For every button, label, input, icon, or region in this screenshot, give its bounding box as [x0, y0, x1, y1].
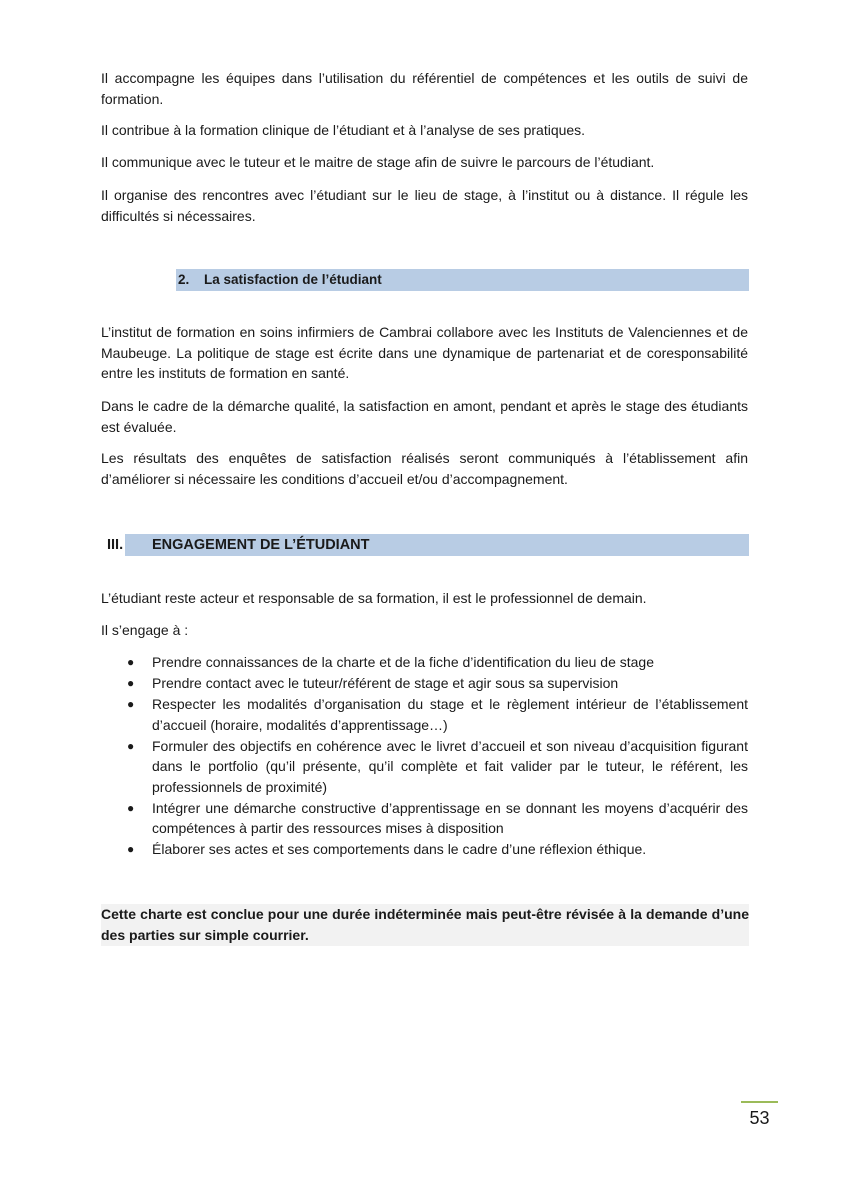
list-item-text: Formuler des objectifs en cohérence avec le livret d’accueil et son niveau d’acquisition figurant dans le portfolio (qu’il présente, qu’il complète et fait valider par le tuteur, le référent, les professionnels de proximité)	[152, 737, 748, 795]
subsection-number: 2.	[178, 272, 190, 287]
intro-paragraph-2: Il contribue à la formation clinique de l’étudiant et à l’analyse de ses pratiques.	[101, 122, 586, 138]
satisfaction-paragraph-1: L’institut de formation en soins infirmiers de Cambrai collabore avec les Instituts de Valenciennes et de Maubeuge. La politique de stage est écrite dans une dynamique de partenariat et de coresponsabilité entre les instituts de formation en santé.	[101, 324, 748, 381]
engagement-list	[101, 652, 748, 860]
bullet-icon: ●	[127, 676, 135, 690]
page-number: 53	[749, 1108, 770, 1128]
list-item-text: Respecter les modalités d’organisation du stage et le règlement intérieur de l’établissement d’accueil (horaire, modalités d’apprentissage…)	[152, 696, 748, 733]
satisfaction-paragraph-2: Dans le cadre de la démarche qualité, la satisfaction en amont, pendant et après le stage des étudiants est évaluée.	[101, 398, 748, 435]
intro-paragraph-4: Il organise des rencontres avec l’étudiant sur le lieu de stage, à l’institut ou à distance. Il régule les difficultés si nécessaires.	[101, 187, 748, 224]
list-item	[101, 652, 748, 673]
list-item-text: Prendre connaissances de la charte et de la fiche d’identification du lieu de stage	[152, 654, 654, 670]
page-number-rule	[741, 1101, 778, 1103]
list-item	[101, 694, 748, 735]
subsection-heading	[176, 269, 749, 291]
list-item-text: Prendre contact avec le tuteur/référent de stage et agir sous sa supervision	[152, 675, 619, 691]
list-item	[101, 839, 748, 860]
list-item	[101, 673, 748, 694]
bullet-icon: ●	[127, 800, 135, 815]
bullet-icon: ●	[127, 697, 135, 711]
bullet-icon: ●	[127, 842, 135, 856]
list-item-text: Intégrer une démarche constructive d’apprentissage en se donnant les moyens d’acquérir des compétences à partir des ressources mises à disposition	[152, 799, 748, 836]
satisfaction-paragraph-3: Les résultats des enquêtes de satisfaction réalisés seront communiqués à l’établissement afin d’améliorer si nécessaire les conditions d’accueil et/ou d’accompagnement.	[101, 450, 748, 487]
intro-paragraph-1: Il accompagne les équipes dans l’utilisation du référentiel de compétences et les outils de suivi de formation.	[101, 70, 748, 107]
intro-paragraph-3: Il communique avec le tuteur et le maitre de stage afin de suivre le parcours de l’étudiant.	[101, 154, 655, 170]
bullet-icon: ●	[127, 738, 135, 753]
list-item-text: Élaborer ses actes et ses comportements dans le cadre d’une réflexion éthique.	[152, 841, 647, 857]
section-title: ENGAGEMENT DE L’ÉTUDIANT	[152, 537, 370, 553]
conclusion-box: Cette charte est conclue pour une durée indéterminée mais peut-être révisée à la demande d’une des parties sur simple courrier.	[101, 904, 749, 946]
bullet-icon: ●	[127, 655, 135, 669]
list-item	[101, 798, 748, 839]
engagement-intro: L’étudiant reste acteur et responsable de sa formation, il est le professionnel de demain.	[101, 590, 647, 606]
list-item	[101, 736, 748, 798]
section-number: III.	[107, 537, 124, 553]
section-heading	[125, 534, 749, 556]
engagement-lead: Il s’engage à :	[101, 622, 189, 638]
subsection-title: La satisfaction de l’étudiant	[204, 272, 382, 287]
